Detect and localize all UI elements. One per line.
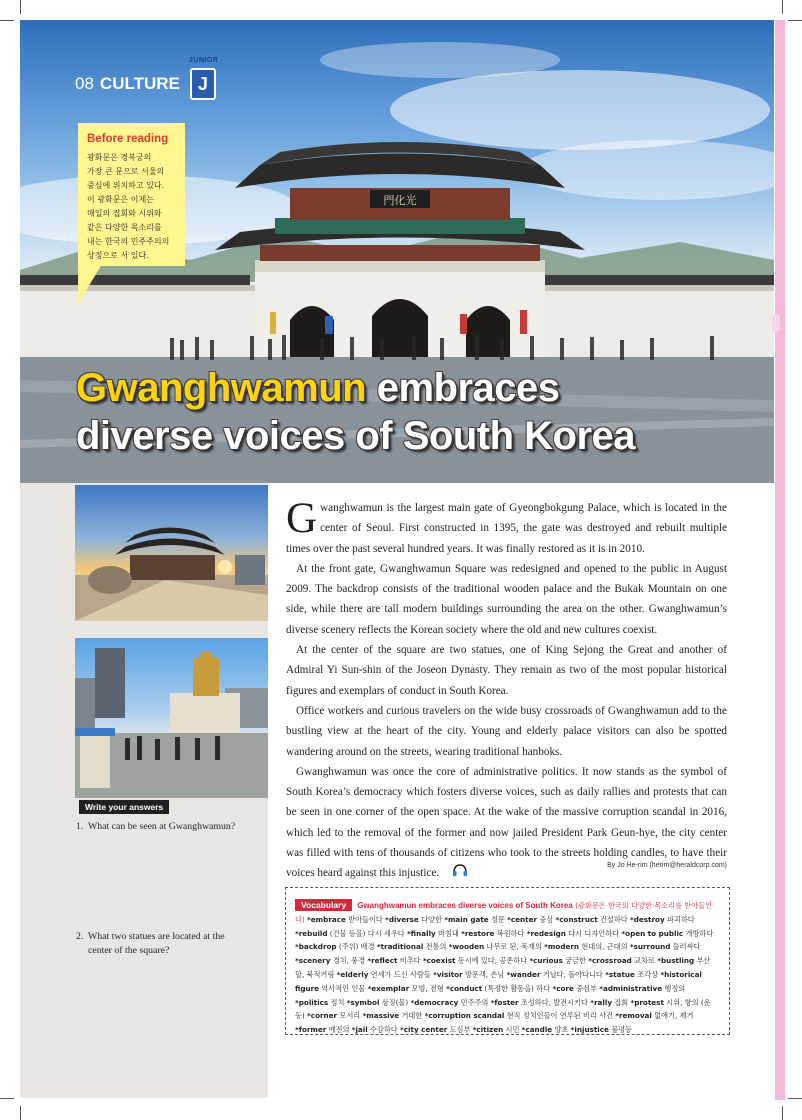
- vocab-meaning: 조각상: [634, 969, 661, 979]
- vocab-meaning: 둘러싸다: [670, 942, 701, 952]
- vocab-meaning: 개방하다: [683, 928, 714, 938]
- question-text: What two statues are located at the: [88, 931, 225, 942]
- vocab-word: *redesign: [526, 928, 566, 938]
- sunset-gate-photo: [75, 485, 268, 621]
- question-1: [76, 820, 261, 834]
- vocab-meaning: 다양한: [418, 914, 445, 924]
- section-number: 08: [75, 74, 94, 93]
- vocab-word: *curious: [529, 956, 563, 966]
- vocab-word: *politics: [295, 997, 329, 1007]
- before-reading-line: 이 광화문은 이제는: [87, 195, 154, 204]
- crop-mark: [20, 1106, 21, 1120]
- vocab-word: *surround: [629, 942, 671, 952]
- crop-mark: [20, 0, 21, 14]
- vocab-word: *open to public: [621, 928, 684, 938]
- vocab-word: *protest: [630, 997, 664, 1007]
- headline-line-1: [76, 368, 560, 408]
- question-text: What can be seen at Gwanghwamun?: [88, 821, 236, 832]
- badge-letter: J: [197, 73, 208, 94]
- section-header: [75, 57, 219, 100]
- vocab-word: *bustling: [657, 956, 695, 966]
- vocab-meaning: 역사적인 인물: [319, 983, 368, 993]
- question-number: 1.: [76, 821, 84, 832]
- vocab-meaning: (주위) 배경: [336, 942, 377, 952]
- vocab-word: *elderly: [336, 969, 369, 979]
- vocab-word: *rebuild: [295, 928, 328, 938]
- headphone-icon[interactable]: [442, 863, 468, 884]
- vocab-meaning: 정치: [328, 997, 347, 1007]
- paragraph-text: wanghwamun is the largest main gate of Gyeongbokgung Palace, which is located in the center of Seoul. First constructed in 1395, the gate was destroyed and rebuilt multiple times over the past several hundred years. It was finally restored as it is in 2010.: [286, 502, 727, 555]
- vocab-word: *embrace: [307, 914, 346, 924]
- crop-mark: [782, 1106, 783, 1120]
- page-edge-strip: [775, 20, 785, 1100]
- vocab-meaning: 비추다: [397, 956, 423, 966]
- vocab-word: *crossroad: [588, 956, 632, 966]
- before-reading-line: 내는 한국의 민주주의의: [87, 237, 170, 246]
- vocab-meaning: 집회: [612, 997, 631, 1007]
- vocab-meaning: 부산할, 북적거림: [295, 956, 711, 979]
- vocab-meaning: 동시에 있다, 공존하다: [455, 956, 530, 966]
- vocabulary-box: [285, 887, 730, 1035]
- headline-highlight: Gwanghwamun: [76, 366, 367, 410]
- vocab-word: *jail: [351, 1025, 368, 1035]
- vocabulary-title-korean: (광화문은 한국의 다양한 목소리를 받아들인다): [295, 901, 713, 924]
- vocab-meaning: 방문객, 손님: [462, 969, 507, 979]
- vocabulary-list: [295, 915, 713, 1034]
- article-paragraph: Office workers and curious travelers on the wide busy crossroads of Gwanghwamun add to the bustling view at the heart of the city. Young and elderly palace visitors can also be spotted wandering around on the streets, wearing traditional hanboks.: [286, 704, 727, 758]
- before-reading-line: 가장 큰 문으로 서울의: [87, 167, 165, 176]
- vocab-word: *main gate: [444, 914, 489, 924]
- vocab-meaning: 정문: [488, 914, 508, 924]
- vocab-word: *massive: [362, 1011, 400, 1021]
- crop-mark: [0, 1098, 14, 1099]
- statue-square-photo: [75, 638, 268, 798]
- before-reading-line: 상징으로 서 있다.: [87, 251, 149, 260]
- vocab-word: *modern: [544, 942, 580, 952]
- junior-badge-icon: [188, 57, 219, 100]
- vocab-word: *construct: [555, 914, 598, 924]
- vocab-meaning: 궁금한: [562, 956, 589, 966]
- vocabulary-tag: Vocabulary: [295, 899, 352, 911]
- vocab-word: *symbol: [346, 997, 380, 1007]
- vocab-word: *core: [552, 983, 574, 993]
- vocab-meaning: 경치, 풍경: [330, 956, 368, 966]
- vocab-meaning: 교차로: [631, 956, 658, 966]
- article-paragraph: At the front gate, Gwanghwamun Square was redesigned and opened to the public in August 2009. The backdrop consists of the traditional wooden palace and the Bukak Mountain on one side, while there are tall modern buildings surrounding the area on the other. Gwanghwamun’s diverse scenery reflects the Korean society where the old and new cultures coexist.: [286, 562, 727, 636]
- vocab-meaning: 받아들이다: [345, 914, 386, 924]
- vocab-word: *corruption scandal: [424, 1011, 505, 1021]
- speech-bubble-tail: [78, 264, 102, 304]
- vocab-meaning: (건물 등을) 다시 세우다: [327, 928, 408, 938]
- vocabulary-title: Gwanghwamun embraces diverse voices of South Korea: [357, 901, 573, 910]
- page-edge-tab: [772, 314, 780, 332]
- vocab-word: *reflect: [367, 956, 398, 966]
- vocab-meaning: 예전의: [326, 1025, 352, 1035]
- crop-mark: [788, 20, 802, 21]
- question-text: center of the square?: [88, 945, 170, 956]
- vocab-word: *foster: [490, 997, 519, 1007]
- vocab-word: *diverse: [385, 914, 419, 924]
- vocab-word: *citizen: [472, 1025, 504, 1035]
- vocab-meaning: 불평등: [608, 1025, 632, 1035]
- vocab-word: *visitor: [433, 969, 463, 979]
- vocab-meaning: 나무로 된, 목재의: [484, 942, 545, 952]
- vocab-meaning: 중심부: [573, 983, 600, 993]
- vocab-meaning: 파괴하다: [664, 914, 695, 924]
- before-reading-line: 매일의 집회와 시위와: [87, 209, 162, 218]
- vocab-word: *coexist: [422, 956, 456, 966]
- vocab-word: *backdrop: [295, 942, 337, 952]
- question-2: [76, 930, 261, 958]
- gate-signboard: 門化光: [383, 194, 417, 207]
- vocab-word: *destroy: [630, 914, 665, 924]
- article-paragraph: At the center of the square are two statues, one of King Sejong the Great and another of Admiral Yi Sun-shin of the Joseon Dynasty. They remain as two of the most popular historical figures and exemplars of conduct in South Korea.: [286, 644, 727, 697]
- vocab-meaning: 거닐다, 돌아다니다: [540, 969, 606, 979]
- headline-line-2: diverse voices of South Korea: [76, 414, 636, 458]
- vocab-word: *democracy: [410, 997, 459, 1007]
- vocab-meaning: 양초: [552, 1025, 571, 1035]
- drop-cap: G: [286, 495, 318, 542]
- section-label: CULTURE: [99, 74, 180, 93]
- write-answers-label: Write your answers: [79, 800, 169, 814]
- vocab-meaning: 모서리: [337, 1011, 363, 1021]
- vocab-meaning: 마침내: [435, 928, 462, 938]
- vocab-meaning: 건설하다: [597, 914, 630, 924]
- article-body: [286, 495, 727, 885]
- before-reading-line: 광화문은 경복궁의: [87, 153, 152, 162]
- vocab-word: *corner: [307, 1011, 338, 1021]
- vocab-word: *exemplar: [367, 983, 410, 993]
- vocab-word: *historical figure: [295, 969, 702, 993]
- vocab-meaning: 시민: [503, 1025, 522, 1035]
- crop-mark: [782, 0, 783, 14]
- vocab-meaning: 거대한: [399, 1011, 425, 1021]
- vocab-meaning: 도심부: [447, 1025, 473, 1035]
- vocab-word: *scenery: [295, 956, 331, 966]
- vocab-meaning: 행정의: [662, 983, 686, 993]
- vocab-meaning: 전통의: [423, 942, 449, 952]
- vocab-word: *removal: [615, 1011, 652, 1021]
- vocab-word: *restore: [461, 928, 495, 938]
- vocab-word: *wander: [506, 969, 541, 979]
- vocab-word: *center: [507, 914, 538, 924]
- vocab-word: *wooden: [448, 942, 485, 952]
- vocab-meaning: 민주주의: [458, 997, 491, 1007]
- vocab-meaning: 수감하다: [367, 1025, 401, 1035]
- vocab-meaning: 복원하다: [494, 928, 527, 938]
- vocab-word: *city center: [400, 1025, 448, 1035]
- article-paragraph: [286, 495, 727, 559]
- vocab-word: *administrative: [599, 983, 663, 993]
- vocab-word: *traditional: [376, 942, 424, 952]
- vocab-meaning: 시위, 항의 (운동): [295, 997, 711, 1021]
- before-reading-line: 같은 다양한 목소리를: [87, 223, 162, 232]
- badge-text: JUNIOR: [188, 57, 219, 64]
- vocab-word: *conduct: [446, 983, 483, 993]
- vocab-meaning: 다시 디자인하다: [565, 928, 622, 938]
- vocab-word: *injustice: [570, 1025, 609, 1035]
- vocab-meaning: 중심: [537, 914, 556, 924]
- before-reading-body: [87, 151, 179, 263]
- before-reading-line: 중심에 위치하고 있다.: [87, 181, 165, 190]
- vocab-meaning: 현대의, 근대의: [579, 942, 630, 952]
- vocab-meaning: 모범, 전형: [409, 983, 447, 993]
- vocab-meaning: 현직 정치인들이 연루된 비리 사건: [504, 1011, 616, 1021]
- vocab-meaning: 조성하다, 발전시키다: [518, 997, 591, 1007]
- crop-mark: [0, 20, 14, 21]
- before-reading-title: Before reading: [87, 133, 169, 145]
- vocab-meaning: 연세가 드신 사람들: [368, 969, 434, 979]
- vocab-meaning: 없애기, 제거: [651, 1011, 694, 1021]
- headline-rest: embraces: [366, 366, 560, 410]
- byline: By Jo He-rim (herim@heraldcorp.com): [607, 862, 727, 869]
- paragraph-text: Gwanghwamun was once the core of administrative politics. It now stands as the symbol of South Korea’s democracy which fosters diverse voices, such as daily rallies and protests that can be seen in one corner of the open space. At the wake of the massive corruption scandal in 2016, which led to the removal of the former and now jailed President Park Geun-hye, the city center was filled with tens of thousands of citizens who took to the streets holding candles, to have their voices heard against this injustice.: [286, 765, 727, 880]
- vocab-word: *statue: [605, 969, 635, 979]
- vocab-meaning: (특정한 활동을) 하다: [482, 983, 553, 993]
- vocab-word: *finally: [407, 928, 436, 938]
- vocab-word: *candle: [521, 1025, 553, 1035]
- question-number: 2.: [76, 931, 84, 942]
- crop-mark: [788, 1098, 802, 1099]
- before-reading-note: [78, 123, 185, 266]
- vocab-word: *former: [295, 1025, 327, 1035]
- vocab-word: *rally: [590, 997, 613, 1007]
- vocab-meaning: 상징(물): [379, 997, 411, 1007]
